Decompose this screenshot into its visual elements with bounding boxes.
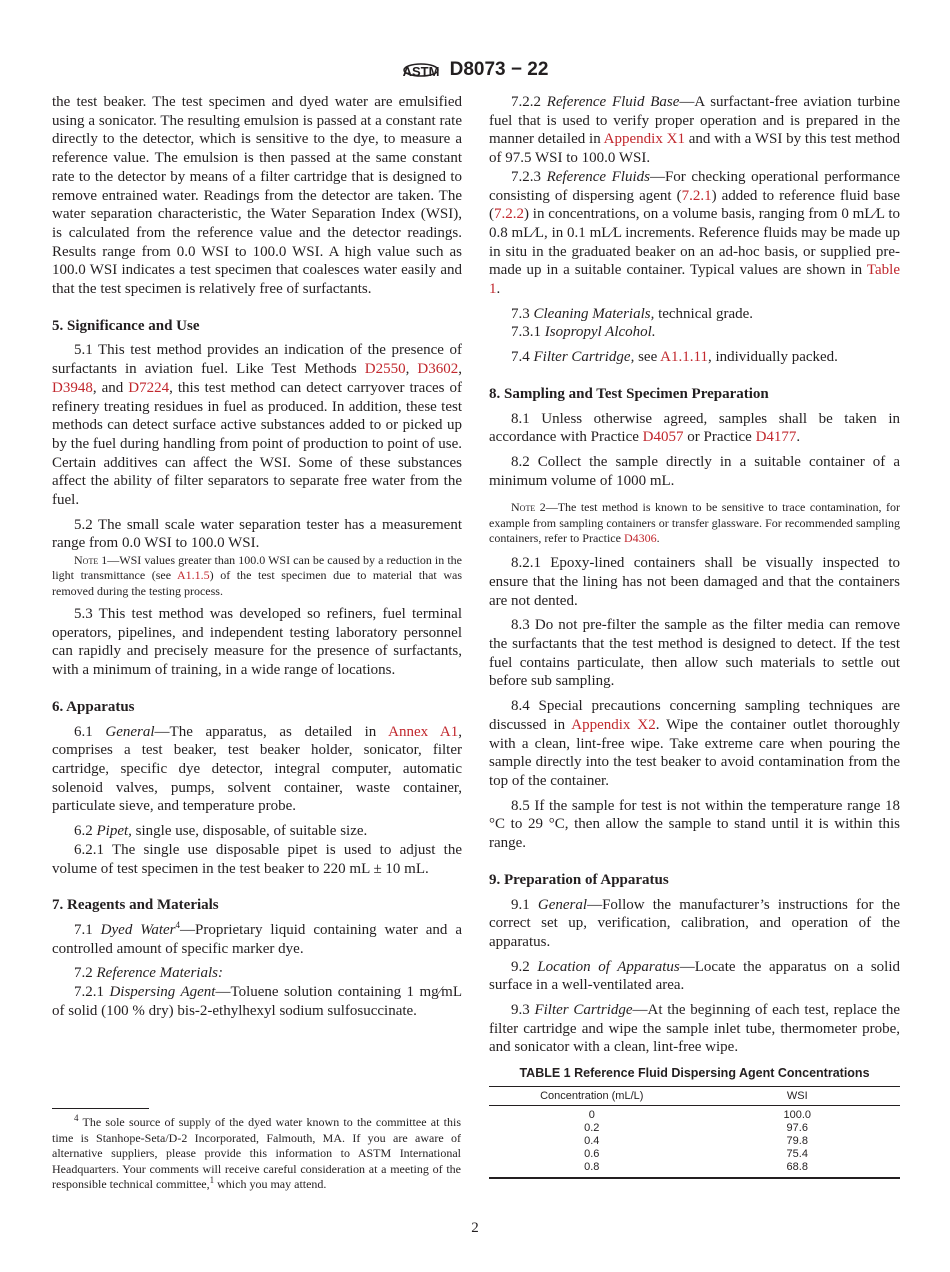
italic-term: Reference Fluids [546,168,650,185]
text: , individually packed. [707,349,838,366]
paragraph [489,797,900,853]
paragraph [489,697,900,791]
italic-term: Dyed Water [100,921,176,938]
cross-reference-link[interactable]: D3948 [52,379,93,396]
text: 8. Sampling and Test Specimen Preparation [489,385,769,402]
text: 5.1 This test method provides an indication of the presence of surfactants in aviation fuel. Like Test Methods [52,342,462,378]
text: 7.2.3 [511,168,547,185]
text: , and [92,379,129,396]
italic-term: Dispersing Agent [109,984,216,1001]
italic-term: Filter Cartridge, [533,349,635,366]
footnote-ref: 4 [175,919,181,930]
page-number: 2 [471,1220,479,1236]
paragraph [52,341,462,509]
note [489,500,900,546]
text: . Wipe the container outlet thoroughly with a clean, lint-free wipe. Take extreme care when pouring the sample directly into the test beaker to avoid contamination from the top of the container. [489,716,900,789]
text: —For checking operational performance consisting of dispersing agent ( [489,168,901,204]
cross-reference-link[interactable]: D4177 [755,429,797,446]
italic-term: Filter Cartridge [534,1002,633,1019]
section-heading [52,317,462,336]
table-1 [489,1066,900,1179]
cross-reference-link[interactable]: D4306 [623,530,657,545]
italic-term: Reference Fluid Base [546,94,680,110]
text: 8.2.1 Epoxy-lined containers shall be visually inspected to ensure that the lining has not been damaged and that the containers are not dented. [489,555,900,609]
text: ) added to reference fluid base ( [489,187,900,223]
right-column [489,93,900,1063]
paragraph [489,93,900,168]
text: —Proprietary liquid containing water and a controlled amount of specific marker dye. [52,921,462,957]
italic-term: Isopropyl Alcohol. [544,324,656,341]
paragraph [52,516,462,553]
text: ) in concentrations, on a volume basis, ranging from 0 mL⁄L to 0.8 mL⁄L, in 0.1 mL⁄L increments. Reference fluids may be made up in situ in the graduated beaker on an ad-hoc basis, or supplied pre-made up in a suitable container. Typical values are shown in [489,206,900,279]
text: 5.3 This test method was developed so refiners, fuel terminal operators, pipelines, and independent testing laboratory personnel can rapidly and precisely measure for the presence of surfactants, with a minimum of training, in a wide range of locations. [52,606,462,679]
text: 6.2.1 The single use disposable pipet is used to adjust the volume of test specimen in the test beaker to 220 mL ± 10 mL. [52,841,462,877]
text: 7.2 [74,965,97,982]
note-label: Note [511,500,536,515]
text: the test beaker. The test specimen and dyed water are emulsified using a sonicator. The resulting emulsion is passed at a constant rate directly to the detector, which is sensitive to the dye, to measure a reference value. The emulsion is then passed at the same constant rate to the detector by means of a filter cartridge that is designed to remove entrained water. Readings from the detector are taken. The water separation characteristic, the Water Separation Index (WSI), is calculated from the reference value and the detector readings. Results range from 0.0 WSI to 100.0 WSI. A high value such as 100.0 WSI indicates a test specimen that coalesces water easily and that the test specimen is relatively free of surfactants. [52,94,462,298]
text: , [458,361,463,378]
text: 9.3 [511,1002,535,1019]
paragraph [489,305,900,324]
section-heading [52,896,462,915]
column-header-wsi: WSI [786,1090,808,1102]
text: 6. Apparatus [52,698,135,715]
text: technical grade. [654,305,754,322]
footnote-ref: 1 [209,1175,215,1185]
wsi-cell: 68.8 [786,1161,808,1173]
text: 8.4 Special precautions concerning sampling techniques are discussed in [489,698,900,733]
page-header [0,56,950,84]
astm-logo-icon [402,56,440,84]
standard-designation: D8073 − 22 [449,59,549,80]
text: 2—The test method is known to be sensitive to trace contamination, for example from sampling containers or transfer glassware. For recommended sampling containers, refer to Practice [489,500,900,545]
text: 9.1 [511,896,538,913]
table-row [489,1106,900,1123]
cross-reference-link[interactable]: D7224 [128,379,170,396]
text: 8.5 If the sample for test is not within the temperature range 18 °C to 29 °C, then allow the sample to stand until it is within this range. [489,797,900,852]
paragraph [489,168,900,299]
section-heading [52,698,462,717]
text: 1—WSI values greater than 100.0 WSI can be caused by a reduction in the light transmittance (see [52,553,462,583]
text: —Toluene solution containing 1 mg⁄mL of solid (100 % dry) bis-2-ethylhexyl sodium sulfosuccinate. [52,984,462,1019]
text: 9. Preparation of Apparatus [489,871,669,888]
cross-reference-link[interactable]: A1.1.5 [177,568,210,583]
text: 7.2.2 [511,94,547,110]
text: . [796,429,801,446]
text: —Follow the manufacturer’s instructions for the correct set up, verification, calibration, and operation of the apparatus. [489,896,900,950]
paragraph [52,921,462,958]
svg-text:ASTM: ASTM [402,64,440,79]
paragraph [489,554,900,610]
concentration-cell: 0.2 [584,1122,600,1134]
text: 7. Reagents and Materials [52,897,219,914]
text: single use, disposable, of suitable size. [131,823,368,840]
section-heading [489,871,900,890]
paragraph [489,896,900,952]
wsi-cell: 97.6 [786,1122,808,1134]
data-table [489,1086,900,1179]
cross-reference-link[interactable]: Appendix X1 [603,131,685,148]
cross-reference-link[interactable]: Annex A1 [388,723,459,740]
paragraph [52,964,462,983]
footnote-marker: 4 [74,1113,79,1123]
concentration-cell: 0.8 [584,1161,600,1173]
text: 7.1 [74,921,101,938]
text: or Practice [683,429,756,446]
wsi-cell: 75.4 [786,1148,808,1160]
text: , [405,361,418,378]
text: —The apparatus, as detailed in [154,723,389,740]
text: 6.2 [74,823,97,840]
paragraph [489,410,900,447]
paragraph [52,822,462,841]
footnote-divider [52,1108,149,1109]
table-row [489,1135,900,1148]
note-label: Note [74,553,99,568]
footnote-text: The sole source of supply of the dyed water known to the committee at this time is Stanhope-Seta/D-2 Incorporated, Falmouth, MA. If you are aware of alternative suppliers, please provide this information to ASTM International Headquarters. Your comments will receive careful consideration at a meeting of the responsible technical committee, [52,1115,461,1191]
text: 7.2.1 [74,984,110,1001]
text: 9.2 [511,958,538,975]
wsi-cell: 100.0 [783,1109,812,1121]
text: —At the beginning of each test, replace the filter cartridge and wipe the sample inlet tube, thermometer probe, and sonicator with a clean, lint-free wipe. [489,1002,900,1056]
text: 8.1 Unless otherwise agreed, samples shall be taken in accordance with Practice [489,410,900,446]
paragraph [489,453,900,490]
footnote-text-end: which you may attend. [214,1177,327,1191]
cross-reference-link[interactable]: D4057 [642,429,684,446]
paragraph [489,958,900,995]
paragraph [489,348,900,367]
italic-term: General [105,723,155,740]
text: 7.3.1 [511,324,545,341]
text: 7.3 [511,305,534,322]
section-heading [489,385,900,404]
table-row [489,1161,900,1178]
text: , this test method can detect carryover traces of refinery treating residues in fuel as produced. In addition, these test methods can detect surface active substances added to or picked up by the fuel during handling from point of production to point of use. Certain additives can affect the WSI. Some of these substances affect the ability of filter separators to separate free water from the fuel. [52,379,462,509]
text: . [656,530,660,545]
paragraph [489,1001,900,1057]
italic-term: Location of Apparatus [537,958,680,975]
text: 5.2 The small scale water separation tester has a measurement range from 0.0 WSI to 100.0 WSI. [52,516,462,552]
footnote-4 [52,1115,461,1193]
column-header-concentration: Concentration (mL/L) [540,1090,644,1102]
cross-reference-link[interactable]: A1.1.11 [660,349,708,366]
paragraph [52,983,462,1020]
cross-reference-link[interactable]: D2550 [364,361,406,378]
italic-term: Pipet, [96,823,132,840]
cross-reference-link[interactable]: 7.2.1 [681,187,712,204]
table-row [489,1148,900,1161]
text: . [496,281,501,298]
text: see [634,349,661,366]
note [52,553,462,599]
paragraph [52,605,462,680]
concentration-cell: 0.6 [584,1148,600,1160]
text: —A surfactant-free aviation turbine fuel that is used to verify proper operation and is prepared in the manner detailed in [489,94,900,148]
table-title: TABLE 1 Reference Fluid Dispersing Agent Concentrations [519,1066,870,1080]
italic-term: Reference Materials: [96,965,223,982]
table-body [489,1106,900,1179]
paragraph [489,323,900,342]
paragraph [52,841,462,878]
italic-term: Cleaning Materials, [533,305,655,322]
cross-reference-link[interactable]: Table 1 [489,262,900,298]
text: 8.3 Do not pre-filter the sample as the filter media can remove the surfactants that the test method is designed to detect. If the test fuel contains particulate, then allow such materials to settle out before sub sampling. [489,617,900,690]
wsi-cell: 79.8 [786,1135,808,1147]
text: 8.2 Collect the sample directly in a suitable container of a minimum volume of 1000 mL. [489,453,900,489]
italic-term: General [537,896,588,913]
text: ) of the test specimen due to material that was removed during the testing process. [52,568,462,598]
concentration-cell: 0.4 [584,1135,600,1147]
cross-reference-link[interactable]: 7.2.2 [494,206,524,223]
text: 5. Significance and Use [52,317,200,334]
cross-reference-link[interactable]: Appendix X2 [571,716,656,733]
paragraph [52,723,462,817]
cross-reference-link[interactable]: D3602 [417,361,459,378]
table-row [489,1122,900,1135]
paragraph [489,616,900,691]
text: —Locate the apparatus on a solid surface in a well-ventilated area. [489,958,901,994]
text: and with a WSI by this test method of 97.5 WSI to 100.0 WSI. [489,131,901,167]
table-header-row [489,1087,900,1106]
text: , comprises a test beaker, test beaker holder, sonicator, filter cartridge, specific dye detector, integral computer, automatic solenoid valves, pumps, solvent container, waste container, particulate sieve, and temperature probe. [52,723,462,815]
text: 6.1 [74,723,106,740]
text: 7.4 [511,349,534,366]
concentration-cell: 0 [588,1109,595,1121]
left-column [52,93,462,1026]
paragraph [52,93,462,299]
